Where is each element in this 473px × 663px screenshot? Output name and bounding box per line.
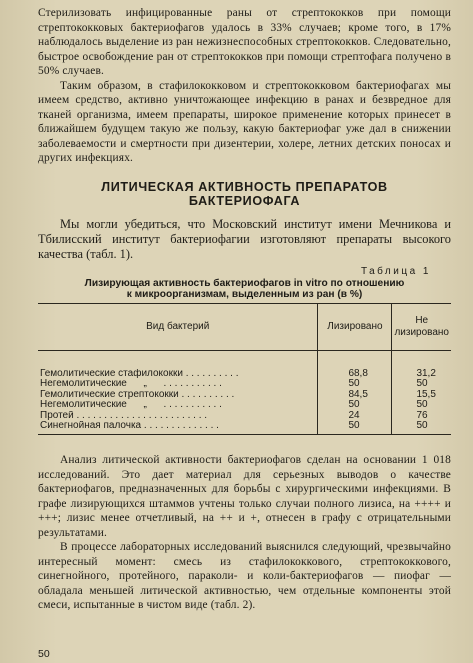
cell-bacteria: Гемолитические стрептококки . . . . . . . . . . bbox=[40, 389, 235, 400]
cell-lysed: 84,5 bbox=[318, 390, 392, 401]
cell-bacteria: Негемолитические „ . . . . . . . . . . . bbox=[40, 400, 222, 411]
paragraph-streptophage-results: Стерилизовать инфицированные раны от стрептококков при помощи стрептококковых бактериофагов удалось в 33% случаев; кроме того, в 17% наблюдалось выделение из ран нежизнеспособных стрептококков. Следовательно, быстрое освобождение ран от стрептококков при помощи стрептофага получено в 50% случаев. bbox=[38, 7, 451, 77]
paragraph-conclusion: Таким образом, в стафилококковом и стрептококковом бактериофагах мы имеем средство, активно уничтожающее инфекцию в ранах и безвредное для тканей организма, имеем препараты, широкое применение которых принесет в ближайшем будущем такую же пользу, какую бактериофаг уже дал в снижении заболеваемости и смертности при дизентерии, холере, летних детских поносах и других инфекциях. bbox=[38, 79, 451, 164]
table-spacer-row bbox=[38, 350, 451, 369]
paragraph-pyophage: В процессе лабораторных исследований выяснился следующий, чрезвычайно интересный момент: смесь из стафилококкового, стрептококкового, синегнойного, протейного, параколи- и коли-бактериофагов — пиофаг — обладала меньшей литической активностью, чем отдельные компоненты этой смеси, испытанные в чистом виде (табл. 2). bbox=[38, 541, 451, 612]
table-row bbox=[38, 400, 451, 411]
table-number: Таблица 1 bbox=[360, 265, 431, 277]
cell-lysed: 50 bbox=[318, 400, 392, 411]
table-row bbox=[38, 390, 451, 401]
section-title-line1: ЛИТИЧЕСКАЯ АКТИВНОСТЬ ПРЕПАРАТОВ bbox=[101, 179, 388, 194]
cell-bacteria: Негемолитические „ . . . . . . . . . . . bbox=[40, 379, 222, 390]
header-bacteria: Вид бактерий bbox=[38, 303, 318, 350]
table-row bbox=[38, 369, 451, 380]
header-not-lysed: Не лизировано bbox=[392, 303, 451, 350]
table-row bbox=[38, 379, 451, 390]
table-caption-line2: к микроорганизмам, выделенным из ран (в %) bbox=[126, 289, 363, 300]
cell-bacteria: Синегнойная палочка . . . . . . . . . . . . . . bbox=[38, 421, 318, 434]
table-row bbox=[38, 421, 451, 434]
table-row bbox=[38, 411, 451, 422]
cell-lysed: 68,8 bbox=[318, 369, 392, 380]
paragraph-analysis: Анализ литической активности бактериофагов сделан на основании 1 018 исследований. Это дает материал для серьезных выводов о качестве бактериофагов, предназначенных для борьбы с хирургическими инфекциями. В графе лизирующихся штаммов учтены только случаи полного лизиса, на ++++ и +++; лизис менее отчетливый, на ++ и +, отнесен в графу с отрицательными результатами. bbox=[38, 454, 451, 539]
cell-bacteria: Протей . . . . . . . . . . . . . . . . . . . . . . . . bbox=[40, 410, 208, 421]
cell-not-lysed: 50 bbox=[392, 379, 451, 390]
cell-not-lysed: 76 bbox=[392, 411, 451, 422]
cell-not-lysed: 50 bbox=[392, 421, 451, 434]
table-caption-line1: Лизирующая активность бактериофагов in vitro по отношению bbox=[84, 277, 405, 289]
cell-not-lysed: 31,2 bbox=[392, 369, 451, 380]
cell-not-lysed: 50 bbox=[392, 400, 451, 411]
section-title bbox=[38, 180, 451, 208]
page-number: 50 bbox=[38, 648, 50, 660]
cell-bacteria: Гемолитические стафилококки . . . . . . . . . . bbox=[40, 368, 239, 379]
paragraph-intro: Мы могли убедиться, что Московский институт имени Мечникова и Тбилисский институт бактериофагии изготовляют препараты высокого качества (табл. 1). bbox=[38, 216, 451, 261]
cell-not-lysed: 15,5 bbox=[392, 390, 451, 401]
cell-lysed: 24 bbox=[318, 411, 392, 422]
cell-lysed: 50 bbox=[318, 379, 392, 390]
cell-lysed: 50 bbox=[318, 421, 392, 434]
lysis-activity-table bbox=[38, 303, 451, 436]
section-title-line2: БАКТЕРИОФАГА bbox=[188, 193, 301, 208]
table-caption bbox=[38, 278, 451, 301]
header-lysed: Лизировано bbox=[318, 303, 392, 350]
table-header-row bbox=[38, 303, 451, 350]
